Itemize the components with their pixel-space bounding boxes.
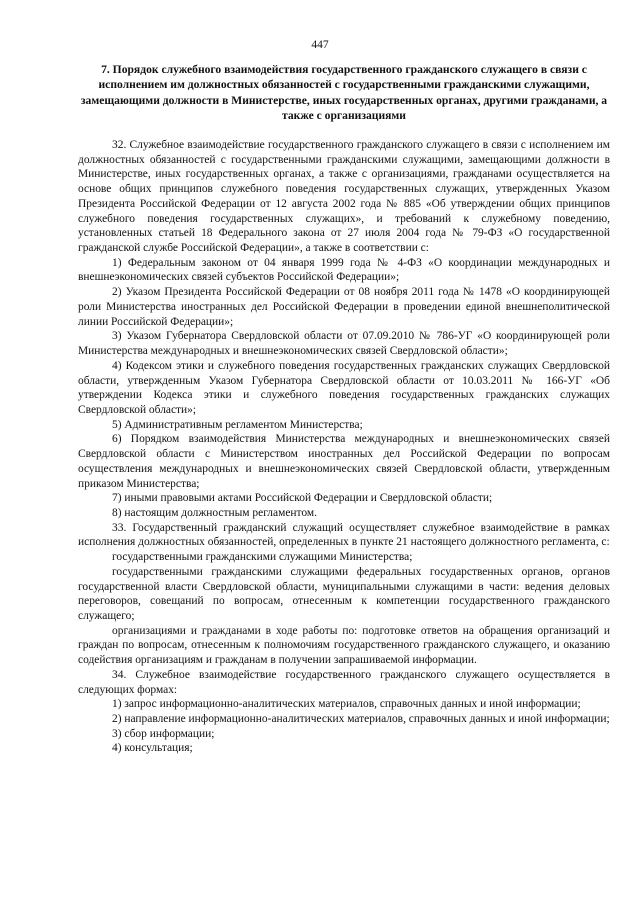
list-item-8: 8) настоящим должностным регламентом. [112, 506, 317, 519]
document-body [78, 138, 610, 756]
list-item-3: 3) Указом Губернатора Свердловской области от 07.09.2010 № 786-УГ «О координирующей роли Министерства международных и внешнеэкономических связей Свердловской области»; [78, 330, 610, 358]
form-item-3: 3) сбор информации; [112, 727, 215, 740]
form-item-4: 4) консультация; [112, 742, 193, 755]
interaction-item-federal: государственными гражданскими служащими федеральных государственных органов, органов государственной власти Свердловской области, муниципальными служащими в части: ведения деловых переговоров, совещаний по вопросам, отнесенным к компетенции государственного гражданского служащего; [78, 565, 610, 622]
list-item-5: 5) Административным регламентом Министерства; [112, 418, 363, 431]
list-item-1: 1) Федеральным законом от 04 января 1999 года № 4-ФЗ «О координации международных и внешнеэкономических связей субъектов Российской Федерации»; [78, 256, 610, 284]
form-item-1: 1) запрос информационно-аналитических материалов, справочных данных и иной информации; [112, 698, 581, 711]
paragraph-33: 33. Государственный гражданский служащий осуществляет служебное взаимодействие в рамках исполнения должностных обязанностей, определенных в пункте 21 настоящего должностного регламента, с: [78, 521, 610, 549]
section-heading: 7. Порядок служебного взаимодействия государственного гражданского служащего в связи с исполнением им должностных обязанностей с государственными гражданскими служащими, замещающими должности в Министерстве, иных государственных органах, другими гражданами, а также с организациями [80, 63, 608, 123]
list-item-2: 2) Указом Президента Российской Федерации от 08 ноября 2011 года № 1478 «О координирующей роли Министерства иностранных дел Российской Федерации в проведении единой внешнеполитической линии Российской Федерации»; [78, 286, 610, 328]
interaction-item-organizations: организациями и гражданами в ходе работы по: подготовке ответов на обращения организаций и граждан по вопросам, отнесенным к полномочиям государственного гражданского служащего, и оказанию содействия организациям и гражданам в получении запрашиваемой информации. [78, 624, 610, 667]
interaction-item-ministry: государственными гражданскими служащими Министерства; [112, 551, 413, 564]
list-item-6: 6) Порядком взаимодействия Министерства международных и внешнеэкономических связей Свердловской области с Министерством иностранных дел Российской Федерации по вопросам осуществления международных и внешнеэкономических связей Свердловской области, утвержденным приказом Министерства; [78, 433, 610, 490]
list-item-4: 4) Кодексом этики и служебного поведения государственных гражданских служащих Свердловской области, утвержденным Указом Губернатора Свердловской области от 10.03.2011 № 166-УГ «Об утверждении Кодекса этики и служебного поведения государственных гражданских служащих Свердловской области»; [78, 359, 610, 416]
paragraph-34: 34. Служебное взаимодействие государственного гражданского служащего осуществляется в следующих формах: [78, 668, 610, 696]
page-number: 447 [311, 39, 329, 51]
form-item-2: 2) направление информационно-аналитических материалов, справочных данных и иной информации; [112, 713, 610, 726]
paragraph-32: 32. Служебное взаимодействие государственного гражданского служащего в связи с исполнением им должностных обязанностей с государственными гражданскими служащими, замещающими должности в Министерстве, иных государственных органах, а также с организациями, гражданами осуществляется на основе общих принципов служебного поведения государственных служащих, утвержденных Указом Президента Российской Федерации от 12 августа 2002 года № 885 «Об утверждении общих принципов служебного поведения государственных служащих», и требований к служебному поведению, установленных статьей 18 Федерального закона от 27 июля 2004 года № 79-ФЗ «О государственной гражданской службе Российской Федерации», а также в соответствии с: [78, 139, 610, 255]
list-item-7: 7) иными правовыми актами Российской Федерации и Свердловской области; [112, 492, 493, 505]
